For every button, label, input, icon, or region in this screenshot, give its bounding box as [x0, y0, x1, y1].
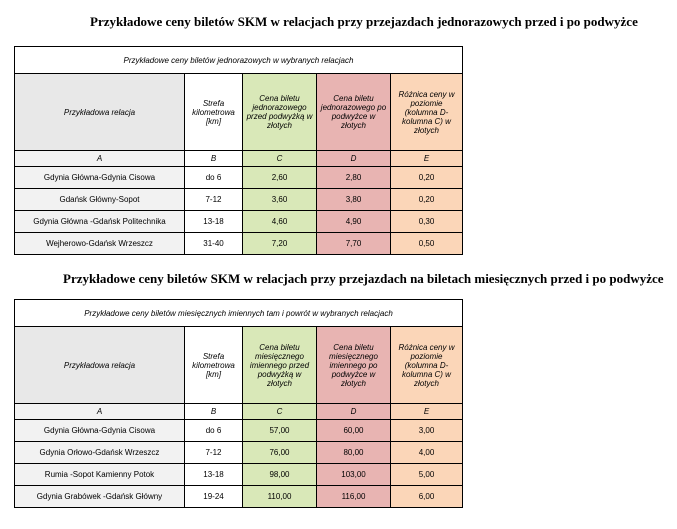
cell-zone: 7-12 [185, 442, 243, 464]
cell-price-before: 4,60 [243, 211, 317, 233]
column-letter: C [243, 404, 317, 420]
table-row [15, 442, 463, 464]
cell-price-after: 3,80 [317, 189, 391, 211]
cell-difference: 4,00 [391, 442, 463, 464]
column-letter: E [391, 151, 463, 167]
cell-price-before: 7,20 [243, 233, 317, 255]
cell-difference: 0,20 [391, 167, 463, 189]
cell-relation: Gdynia Grabówek -Gdańsk Główny [15, 486, 185, 508]
cell-zone: 31-40 [185, 233, 243, 255]
table-row [15, 211, 463, 233]
cell-relation: Gdynia Główna -Gdańsk Politechnika [15, 211, 185, 233]
column-letter: B [185, 404, 243, 420]
cell-price-after: 80,00 [317, 442, 391, 464]
cell-zone: 13-18 [185, 464, 243, 486]
cell-price-before: 98,00 [243, 464, 317, 486]
cell-difference: 0,20 [391, 189, 463, 211]
cell-relation: Wejherowo-Gdańsk Wrzeszcz [15, 233, 185, 255]
header-price-before: Cena biletu jednorazowego przed podwyżką w złotych [243, 74, 317, 151]
header-price-after: Cena biletu miesięcznego imiennego po podwyżce w złotych [317, 327, 391, 404]
cell-zone: do 6 [185, 167, 243, 189]
monthly-ticket-prices-table [14, 299, 463, 508]
cell-relation: Gdańsk Główny-Sopot [15, 189, 185, 211]
table-row [15, 233, 463, 255]
column-letter: C [243, 151, 317, 167]
column-letter: B [185, 151, 243, 167]
cell-price-before: 3,60 [243, 189, 317, 211]
cell-difference: 3,00 [391, 420, 463, 442]
header-zone: Strefa kilometrowa [km] [185, 327, 243, 404]
table-caption: Przykładowe ceny biletów jednorazowych w wybranych relacjach [15, 47, 463, 74]
cell-price-after: 2,80 [317, 167, 391, 189]
cell-relation: Gdynia Główna-Gdynia Cisowa [15, 167, 185, 189]
cell-price-before: 2,60 [243, 167, 317, 189]
column-letter: E [391, 404, 463, 420]
table-row [15, 167, 463, 189]
header-relation: Przykładowa relacja [15, 74, 185, 151]
single-ticket-prices-table [14, 46, 463, 255]
table-row [15, 189, 463, 211]
table-row [15, 486, 463, 508]
cell-price-after: 4,90 [317, 211, 391, 233]
cell-relation: Gdynia Orłowo-Gdańsk Wrzeszcz [15, 442, 185, 464]
cell-difference: 5,00 [391, 464, 463, 486]
section1-title: Przykładowe ceny biletów SKM w relacjach przy przejazdach jednorazowych przed i po podwyżce [90, 14, 638, 29]
cell-price-after: 60,00 [317, 420, 391, 442]
cell-difference: 0,50 [391, 233, 463, 255]
header-price-after: Cena biletu jednorazowego po podwyżce w złotych [317, 74, 391, 151]
cell-price-after: 103,00 [317, 464, 391, 486]
column-letter: A [15, 404, 185, 420]
header-difference: Różnica ceny w poziomie (kolumna D- kolumna C) w złotych [391, 74, 463, 151]
header-difference: Różnica ceny w poziomie (kolumna D- kolumna C) w złotych [391, 327, 463, 404]
column-letter: A [15, 151, 185, 167]
cell-relation: Gdynia Główna-Gdynia Cisowa [15, 420, 185, 442]
cell-price-before: 57,00 [243, 420, 317, 442]
column-letter: D [317, 151, 391, 167]
cell-zone: do 6 [185, 420, 243, 442]
cell-difference: 6,00 [391, 486, 463, 508]
cell-price-after: 116,00 [317, 486, 391, 508]
table-caption: Przykładowe ceny biletów miesięcznych imiennych tam i powrót w wybranych relacjach [15, 300, 463, 327]
cell-price-after: 7,70 [317, 233, 391, 255]
cell-difference: 0,30 [391, 211, 463, 233]
cell-price-before: 76,00 [243, 442, 317, 464]
header-zone: Strefa kilometrowa [km] [185, 74, 243, 151]
cell-relation: Rumia -Sopot Kamienny Potok [15, 464, 185, 486]
table-row [15, 464, 463, 486]
cell-price-before: 110,00 [243, 486, 317, 508]
header-relation: Przykładowa relacja [15, 327, 185, 404]
section2-title: Przykładowe ceny biletów SKM w relacjach przy przejazdach na biletach miesięcznych przed i po podwyżce [63, 271, 664, 286]
cell-zone: 19-24 [185, 486, 243, 508]
cell-zone: 13-18 [185, 211, 243, 233]
column-letter: D [317, 404, 391, 420]
cell-zone: 7-12 [185, 189, 243, 211]
table-row [15, 420, 463, 442]
header-price-before: Cena biletu miesięcznego imiennego przed podwyżką w złotych [243, 327, 317, 404]
